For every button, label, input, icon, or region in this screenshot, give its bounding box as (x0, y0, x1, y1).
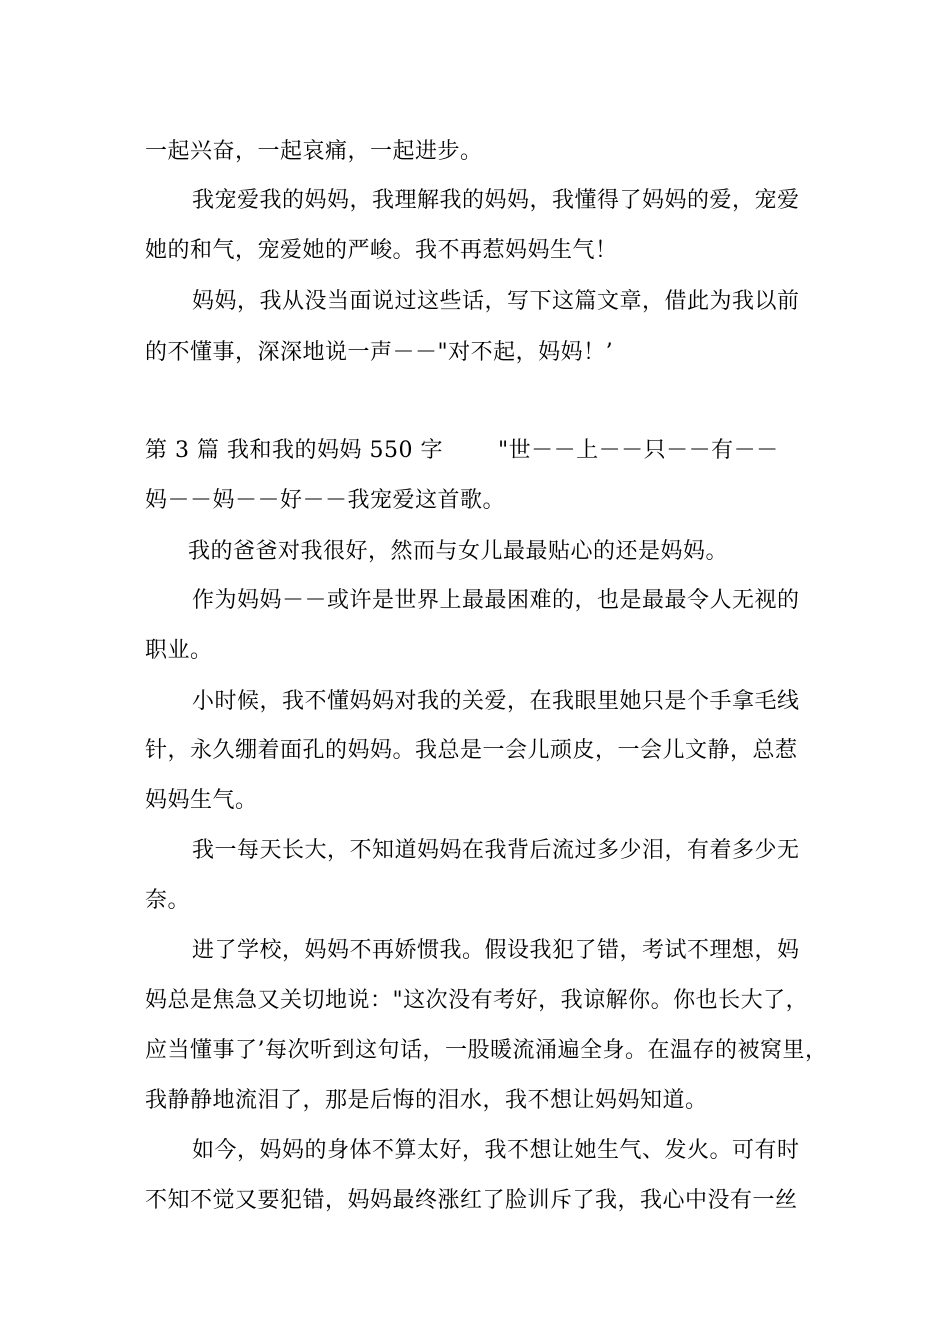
text-line: 妈妈，我从没当面说过这些话，写下这篇文章，借此为我以前 (192, 289, 800, 314)
text-line: 她的和气，宠爱她的严峻。我不再惹妈妈生气！ (145, 238, 618, 263)
text-line: 我的爸爸对我很好，然而与女儿最最贴心的还是妈妈。 (188, 539, 729, 564)
text-line: 针，永久绷着面孔的妈妈。我总是一会儿顽皮，一会儿文静，总惹 (145, 738, 798, 763)
text-line: 职业。 (145, 638, 213, 663)
text-line: 我宠爱我的妈妈，我理解我的妈妈，我懂得了妈妈的爱，宠爱 (192, 188, 800, 213)
text-line: 如今，妈妈的身体不算太好，我不想让她生气、发火。可有时 (192, 1138, 800, 1163)
text-line: 我静静地流泪了，那是后悔的泪水，我不想让妈妈知道。 (145, 1088, 708, 1113)
text-line: 妈－－妈－－好－－我宠爱这首歌。 (145, 488, 506, 513)
text-line: 作为妈妈－－或许是世界上最最困难的，也是最最令人无视的 (192, 588, 800, 613)
text-line: 应当懂事了’每次听到这句话，一股暖流涌遍全身。在温存的被窝里， (145, 1038, 828, 1063)
text-line: 一起兴奋，一起哀痛，一起进步。 (145, 139, 483, 164)
text-line: 小时候，我不懂妈妈对我的关爱，在我眼里她只是个手拿毛线 (192, 689, 800, 714)
text-line: "世－－上－－只－－有－－ (498, 438, 779, 463)
text-line: 奈。 (145, 888, 191, 913)
text-line: 我一每天长大，不知道妈妈在我背后流过多少泪，有着多少无 (192, 838, 800, 863)
text-line: 进了学校，妈妈不再娇惯我。假设我犯了错，考试不理想，妈 (192, 938, 800, 963)
text-line: 妈妈生气。 (145, 788, 258, 813)
text-line: 的不懂事，深深地说一声－－"对不起，妈妈！’ (145, 340, 614, 365)
section-heading: 第 3 篇 我和我的妈妈 550 字 (145, 438, 443, 463)
text-line: 妈总是焦急又关切地说："这次没有考好，我谅解你。你也长大了， (145, 988, 809, 1013)
text-line: 不知不觉又要犯错，妈妈最终涨红了脸训斥了我，我心中没有一丝 (145, 1188, 798, 1213)
